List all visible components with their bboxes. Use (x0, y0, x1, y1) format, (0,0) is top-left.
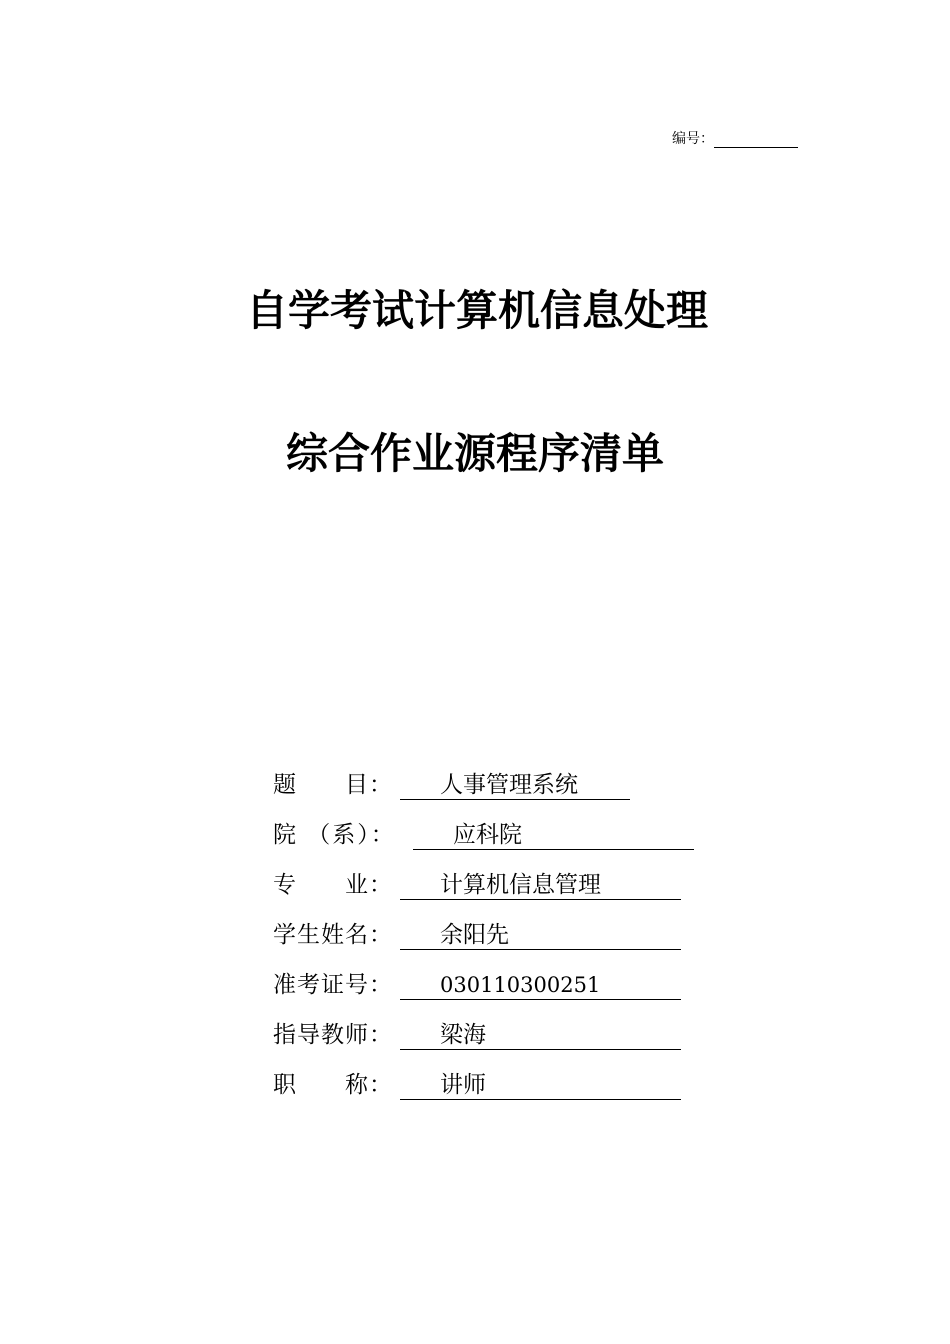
field-label: 准考证号： (273, 972, 393, 998)
field-label: 题 目： (273, 772, 393, 798)
field-value: 人事管理系统 (440, 772, 578, 798)
field-line (400, 870, 681, 900)
field-label: 院 （系）： (273, 822, 396, 848)
field-line (400, 920, 681, 950)
field-value: 应科院 (453, 822, 522, 848)
title-line-2: 综合作业源程序清单 (285, 429, 664, 478)
serial-number (672, 128, 798, 148)
field-line (400, 1070, 681, 1100)
field-line (413, 820, 694, 850)
field-line (400, 970, 681, 1000)
serial-label: 编号： (672, 131, 714, 147)
field-label: 职 称： (273, 1072, 393, 1098)
field-value: 030110300251 (440, 973, 601, 997)
field-value: 讲师 (440, 1072, 486, 1098)
field-value: 余阳先 (440, 922, 509, 948)
field-label: 学生姓名： (273, 922, 393, 948)
field-value: 梁海 (440, 1022, 486, 1048)
field-line (400, 1020, 681, 1050)
field-label: 专 业： (273, 872, 393, 898)
field-line (400, 770, 630, 800)
title-line-1: 自学考试计算机信息处理 (245, 286, 708, 335)
serial-blank (714, 133, 798, 148)
field-label: 指导教师： (273, 1022, 393, 1048)
field-value: 计算机信息管理 (440, 872, 601, 898)
